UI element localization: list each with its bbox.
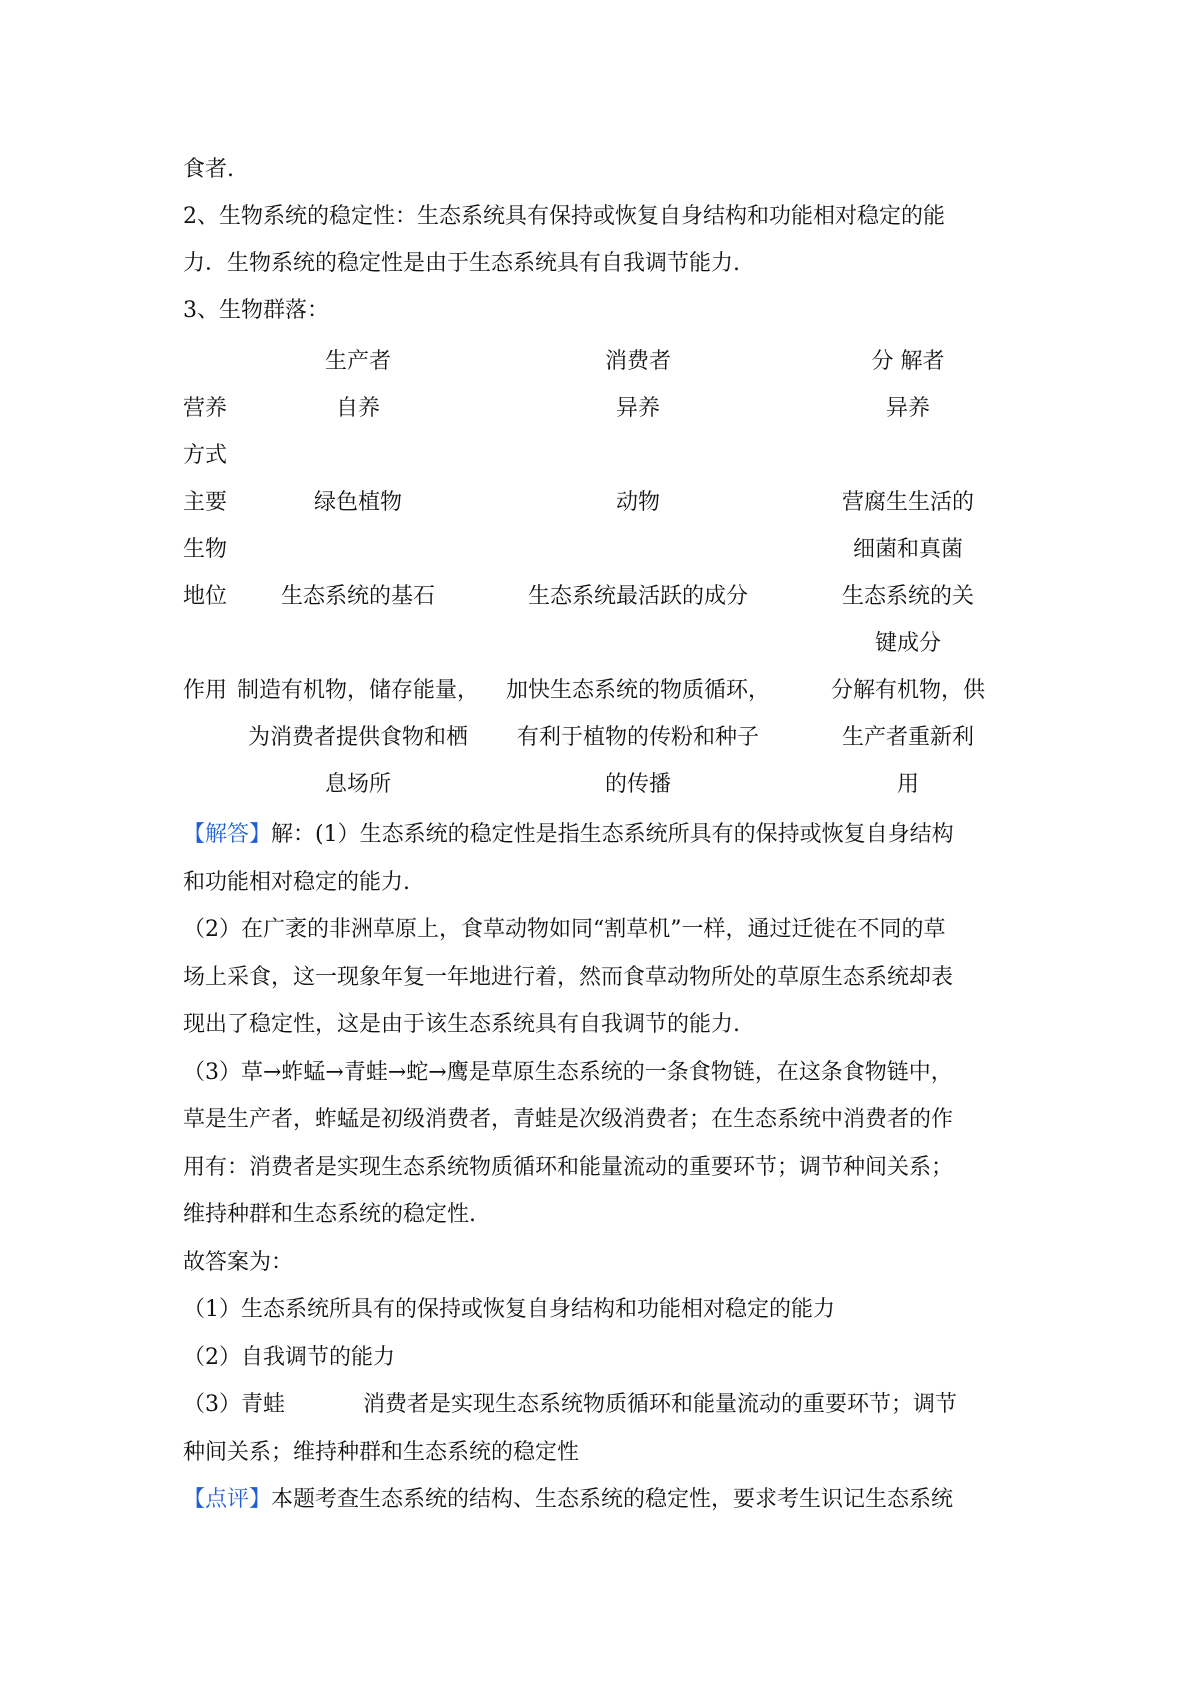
table-cell-line: 生产者重新利 — [841, 725, 974, 750]
table-cell-line: 的传播 — [604, 772, 671, 797]
table-cell — [483, 573, 793, 667]
final-line-2: （2）自我调节的能力 — [183, 1345, 395, 1370]
answer-line-9: 维持种群和生态系统的稳定性. — [183, 1202, 476, 1227]
final-line-3b: 消费者是实现生态系统物质循环和能量流动的重要环节；调节 — [363, 1392, 958, 1417]
final-line-1: （1）生态系统所具有的保持或恢复自身结构和功能相对稳定的能力 — [183, 1297, 835, 1322]
table-cell — [483, 385, 793, 479]
row-label-line: 主要 — [183, 490, 228, 515]
intro-line-4: 3、生物群落： — [183, 298, 329, 323]
row-label — [183, 479, 233, 573]
table-cell-line: 息场所 — [324, 772, 391, 797]
answer-line-5: 现出了稳定性，这是由于该生态系统具有自我调节的能力. — [183, 1012, 740, 1037]
table-header-cell: 分 解者 — [871, 349, 945, 374]
table-cell — [233, 667, 483, 808]
table-cell-line: 生态系统的关 — [841, 584, 974, 609]
answer-line-2: 和功能相对稳定的能力. — [183, 870, 410, 895]
intro-line-3: 力．生物系统的稳定性是由于生态系统具有自我调节能力. — [183, 251, 740, 276]
row-label-line: 地位 — [183, 584, 228, 609]
row-label-line: 方式 — [183, 443, 228, 468]
answer-tag: 【解答】 — [183, 822, 272, 847]
answer-line-3: （2）在广袤的非洲草原上，食草动物如同“割草机”一样，通过迁徙在不同的草 — [183, 917, 946, 942]
table-cell-line: 细菌和真菌 — [852, 537, 963, 562]
final-line-3a: （3）青蛙 — [183, 1392, 285, 1417]
table-cell-line: 用 — [896, 772, 919, 797]
final-line-4: 种间关系；维持种群和生态系统的稳定性 — [183, 1440, 580, 1465]
table-cell — [483, 667, 793, 808]
table-cell-line: 异养 — [885, 396, 930, 421]
row-label-line: 生物 — [183, 537, 228, 562]
intro-line-2: 2、生物系统的稳定性：生态系统具有保持或恢复自身结构和功能相对稳定的能 — [183, 204, 945, 229]
final-heading: 故答案为： — [183, 1250, 294, 1275]
table-cell-line: 加快生态系统的物质循环， — [505, 678, 770, 703]
table-cell-line: 制造有机物，储存能量， — [236, 678, 479, 703]
table-cell-line: 自养 — [335, 396, 380, 421]
answer-line-4: 场上采食，这一现象年复一年地进行着，然而食草动物所处的草原生态系统却表 — [183, 965, 954, 990]
table-cell-line: 生态系统最活跃的成分 — [527, 584, 748, 609]
answer-line-8: 用有：消费者是实现生态系统物质循环和能量流动的重要环节；调节种间关系； — [183, 1155, 954, 1180]
row-label — [183, 667, 233, 808]
row-label-line: 营养 — [183, 396, 228, 421]
table-cell-line: 分解有机物，供 — [830, 678, 985, 703]
table-row — [183, 479, 1023, 573]
table-cell — [233, 385, 483, 479]
table-cell — [793, 667, 1023, 808]
answer-text-1: 解：(1）生态系统的稳定性是指生态系统所具有的保持或恢复自身结构 — [271, 822, 954, 847]
table-header-row — [183, 338, 1023, 385]
table-cell-line: 键成分 — [874, 631, 941, 656]
table-cell — [483, 479, 793, 573]
table-cell-line: 生态系统的基石 — [280, 584, 435, 609]
table-header-cell: 消费者 — [604, 349, 671, 374]
table-cell — [793, 573, 1023, 667]
answer-line-1 — [183, 820, 1023, 850]
table-row — [183, 667, 1023, 808]
table-cell — [233, 573, 483, 667]
table-cell — [793, 385, 1023, 479]
table-cell — [793, 479, 1023, 573]
table-cell-line: 为消费者提供食物和栖 — [247, 725, 468, 750]
row-label-line: 作用 — [183, 678, 228, 703]
comment-tag: 【点评】 — [183, 1487, 272, 1512]
table-cell-line: 有利于植物的传粉和种子 — [516, 725, 759, 750]
community-table — [183, 338, 1023, 808]
table-row — [183, 573, 1023, 667]
table-cell-line: 营腐生生活的 — [841, 490, 974, 515]
intro-line-1: 食者. — [183, 157, 234, 182]
comment-line — [183, 1485, 1023, 1515]
table-cell — [233, 479, 483, 573]
table-cell-line: 异养 — [615, 396, 660, 421]
row-label — [183, 385, 233, 479]
table-header-cell: 生产者 — [324, 349, 391, 374]
answer-line-6: （3）草→蚱蜢→青蛙→蛇→鹰是草原生态系统的一条食物链，在这条食物链中， — [183, 1060, 953, 1085]
table-cell-line: 动物 — [615, 490, 660, 515]
comment-text: 本题考查生态系统的结构、生态系统的稳定性，要求考生识记生态系统 — [271, 1487, 954, 1512]
table-row — [183, 385, 1023, 479]
final-line-3 — [183, 1390, 1023, 1420]
table-cell-line: 绿色植物 — [313, 490, 402, 515]
row-label — [183, 573, 233, 667]
table-header-cell — [183, 338, 233, 385]
answer-line-7: 草是生产者，蚱蜢是初级消费者，青蛙是次级消费者；在生态系统中消费者的作 — [183, 1107, 954, 1132]
